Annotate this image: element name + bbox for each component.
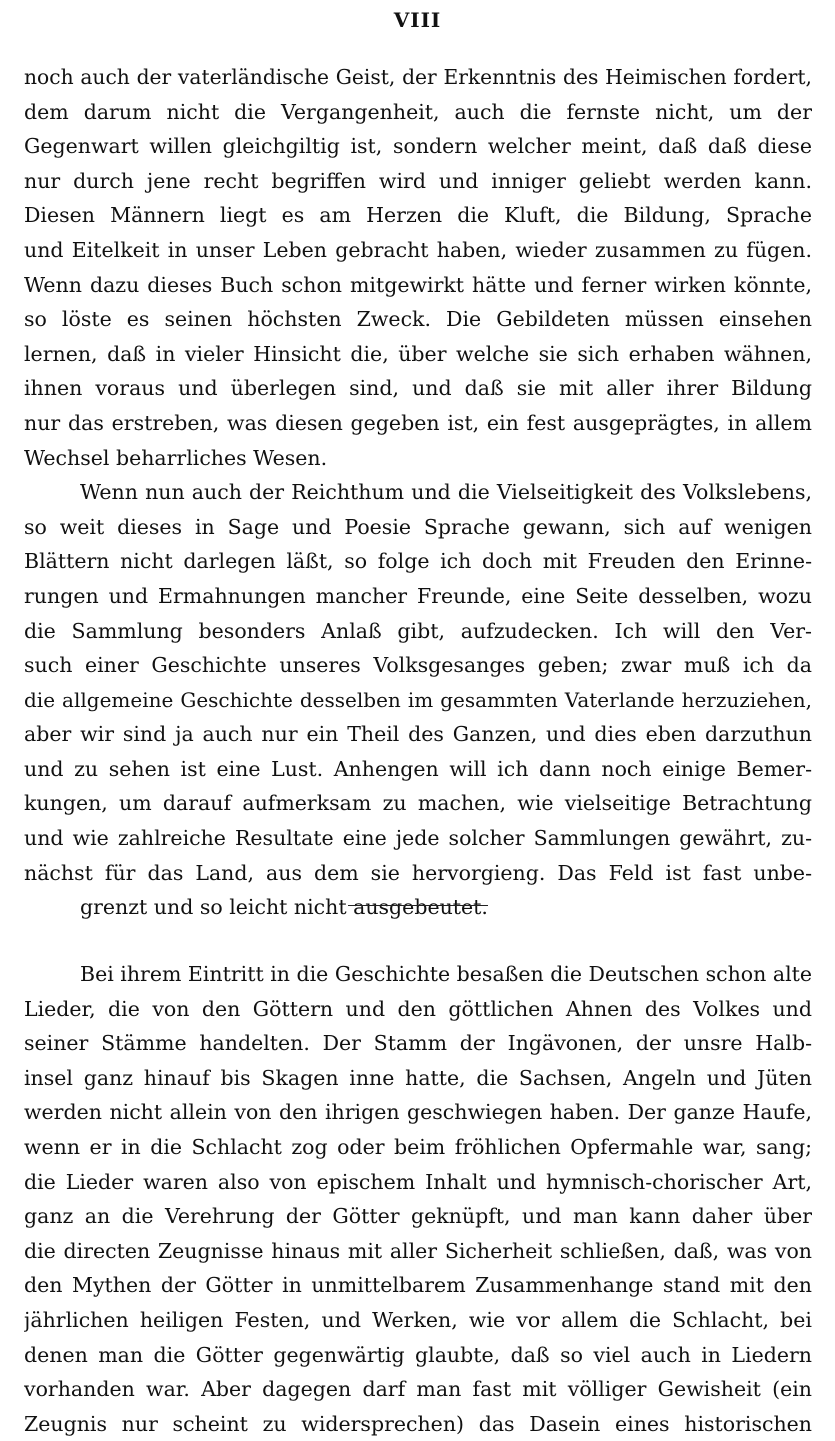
text-line: wenn er in die Schlacht zog oder beim fröhlichen Opfermahle war, sang; bbox=[24, 1134, 812, 1159]
text-line: rungen und Ermahnungen mancher Freunde, eine Seite desselben, wozu bbox=[24, 583, 812, 608]
text-line: Bei ihrem Eintritt in die Geschichte besaßen die Deutschen schon alte bbox=[80, 962, 812, 986]
text-line: denen man die Götter gegenwärtig glaubte, daß so viel auch in Liedern bbox=[24, 1342, 812, 1367]
text-line: lernen, daß in vieler Hinsicht die, über welche sie sich erhaben wähnen, bbox=[24, 341, 812, 366]
text-line: die Sammlung besonders Anlaß gibt, aufzudecken. Ich will den Ver- bbox=[24, 618, 812, 643]
text-line: so weit dieses in Sage und Poesie Sprache gewann, sich auf wenigen bbox=[24, 514, 812, 539]
text-line: ganz an die Verehrung der Götter geknüpft, und man kann daher über bbox=[24, 1204, 812, 1229]
text-line: jährlichen heiligen Festen, und Werken, wie vor allem die Schlacht, bei bbox=[24, 1307, 812, 1332]
text-line: Wenn dazu dieses Buch schon mitgewirkt hätte und ferner wirken könnte, bbox=[24, 272, 812, 297]
text-line: und wie zahlreiche Resultate eine jede solcher Sammlungen gewährt, zu- bbox=[24, 826, 812, 851]
page-number: VIII bbox=[393, 8, 442, 32]
text-line: den Mythen der Götter in unmittelbarem Zusammenhange stand mit den bbox=[24, 1273, 812, 1298]
text-line: nur das erstreben, was diesen gegeben ist, ein fest ausgeprägtes, in allem bbox=[24, 410, 812, 435]
text-line: so löste es seinen höchsten Zweck. Die Gebildeten müssen einsehen bbox=[24, 307, 812, 332]
text-line: aber wir sind ja auch nur ein Theil des Ganzen, und dies eben darzuthun bbox=[24, 722, 812, 747]
text-line: noch auch der vaterländische Geist, der Erkenntnis des Heimischen fordert, bbox=[24, 65, 812, 89]
paragraph-section-one bbox=[24, 60, 812, 925]
text-line: Blättern nicht darlegen läßt, so folge ich doch mit Freuden den Erinne- bbox=[24, 549, 812, 574]
text-line: grenzt und so leicht nicht ausgebeutet. bbox=[80, 895, 488, 920]
text-line: die directen Zeugnisse hinaus mit aller Sicherheit schließen, daß, was von bbox=[24, 1238, 812, 1263]
paragraph-section-two bbox=[24, 957, 812, 1441]
text-line: seiner Stämme handelten. Der Stamm der Ingävonen, der unsre Halb- bbox=[24, 1031, 812, 1056]
text-line: werden nicht allein von den ihrigen geschwiegen haben. Der ganze Haufe, bbox=[24, 1100, 812, 1125]
text-line: insel ganz hinauf bis Skagen inne hatte, die Sachsen, Angeln und Jüten bbox=[24, 1065, 812, 1090]
text-line: kungen, um darauf aufmerksam zu machen, wie vielseitige Betrachtung bbox=[24, 791, 812, 816]
text-line: vorhanden war. Aber dagegen darf man fast mit völliger Gewisheit (ein bbox=[24, 1377, 812, 1402]
text-line: die allgemeine Geschichte desselben im gesammten Vaterlande herzuziehen, bbox=[24, 687, 812, 712]
text-line: Wenn nun auch der Reichthum und die Vielseitigkeit des Volkslebens, bbox=[80, 480, 812, 505]
section-divider bbox=[348, 905, 488, 906]
text-line: nächst für das Land, aus dem sie hervorgieng. Das Feld ist fast unbe- bbox=[24, 860, 812, 885]
text-line: die Lieder waren also von epischem Inhalt und hymnisch-chorischer Art, bbox=[24, 1169, 812, 1194]
text-line: und zu sehen ist eine Lust. Anhengen will ich dann noch einige Bemer- bbox=[24, 756, 812, 781]
text-line: dem darum nicht die Vergangenheit, auch die fernste nicht, um der bbox=[24, 99, 812, 124]
text-line: Zeugnis nur scheint zu widersprechen) das Dasein eines historischen bbox=[24, 1411, 812, 1436]
text-line: nur durch jene recht begriffen wird und inniger geliebt werden kann. bbox=[24, 168, 812, 193]
text-line: ihnen voraus und überlegen sind, und daß sie mit aller ihrer Bildung bbox=[24, 376, 812, 401]
text-line: Lieder, die von den Göttern und den göttlichen Ahnen des Volkes und bbox=[24, 996, 812, 1021]
text-line: Diesen Männern liegt es am Herzen die Kluft, die Bildung, Sprache bbox=[24, 203, 812, 228]
text-line: und Eitelkeit in unser Leben gebracht haben, wieder zusammen zu fügen. bbox=[24, 237, 812, 262]
text-line: such einer Geschichte unseres Volksgesanges geben; zwar muß ich da bbox=[24, 653, 812, 678]
text-line: Wechsel beharrliches Wesen. bbox=[24, 445, 328, 470]
text-line: Gegenwart willen gleichgiltig ist, sondern welcher meint, daß daß diese bbox=[24, 134, 812, 159]
